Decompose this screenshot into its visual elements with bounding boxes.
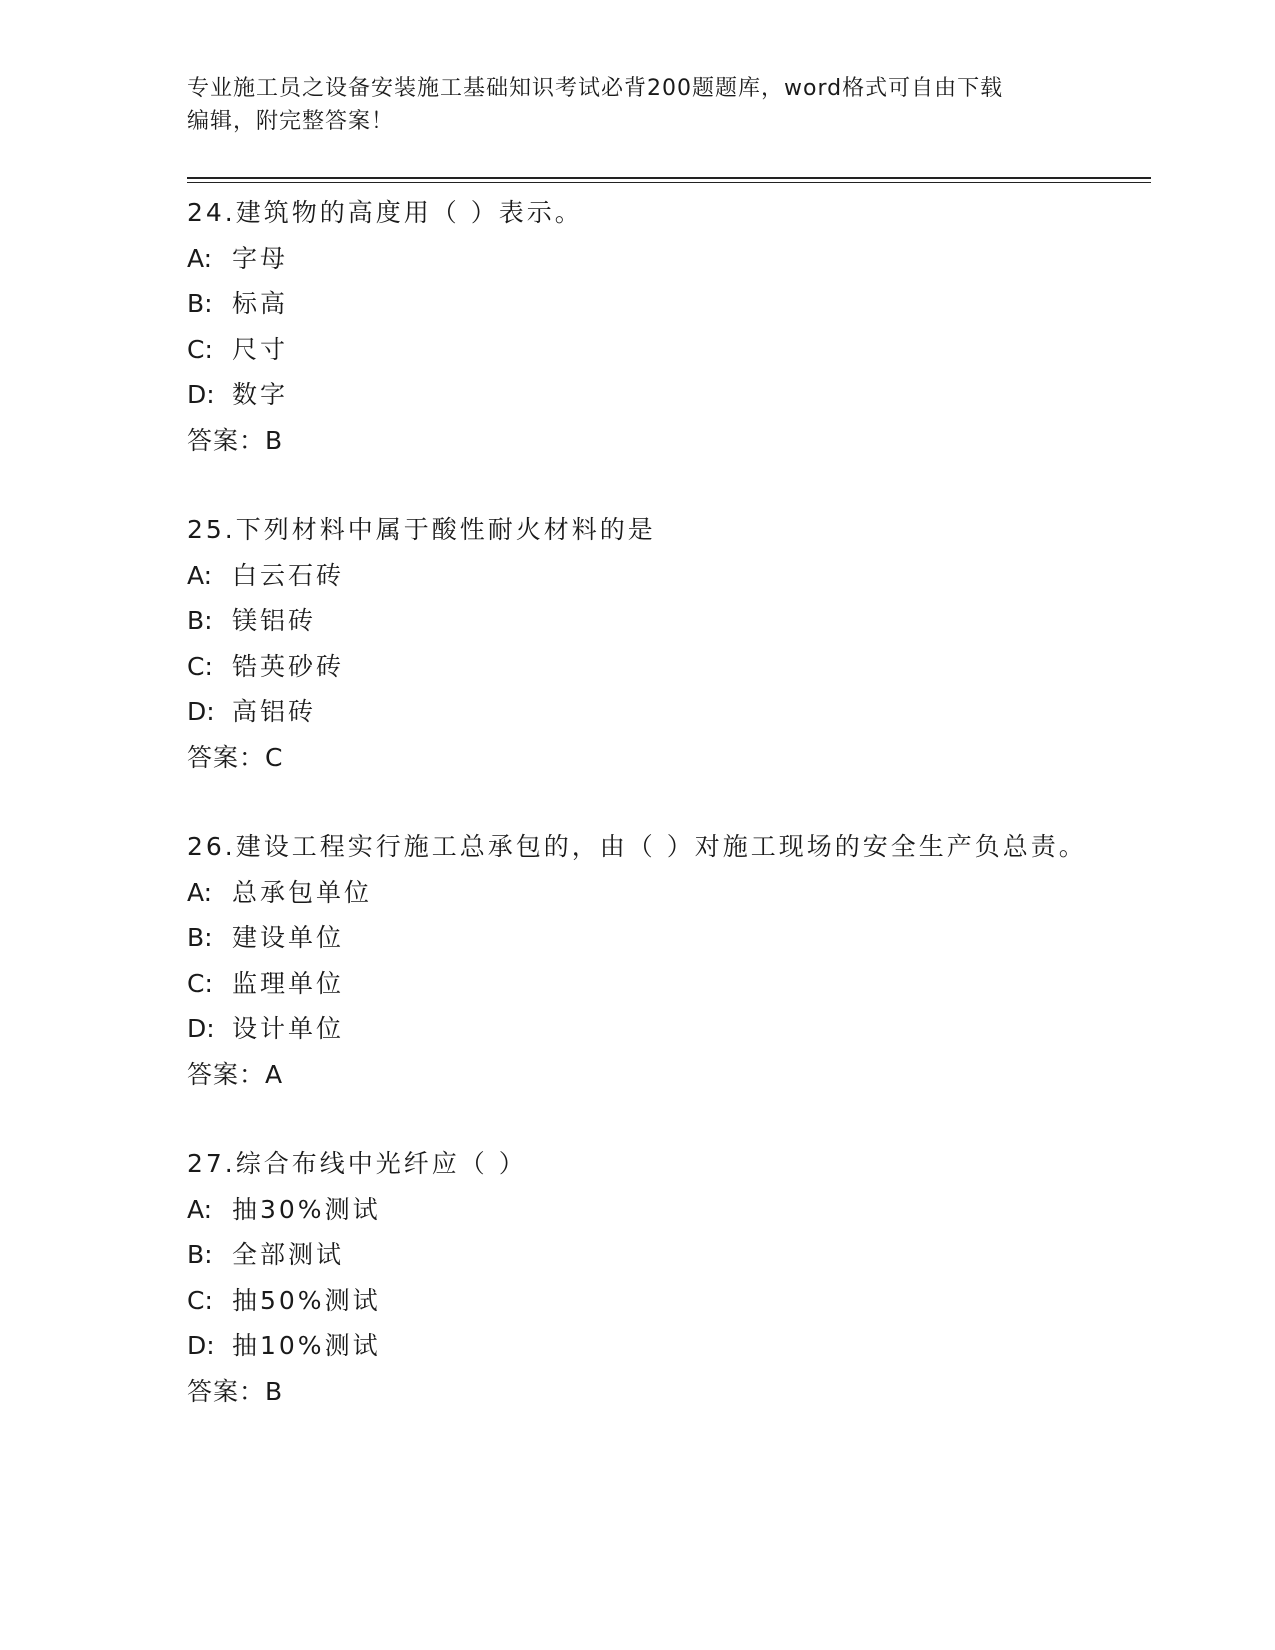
option-letter: C: (187, 651, 213, 681)
option-text: 数字 (232, 380, 289, 409)
option-letter: C: (187, 334, 213, 364)
option-d (187, 689, 1087, 735)
option-text: 高铝砖 (232, 697, 317, 726)
header-divider-thick (187, 177, 1151, 179)
answer-label: 答案：C (187, 742, 284, 772)
option-text: 白云石砖 (232, 560, 345, 590)
option-c (187, 327, 1087, 373)
question-stem: 24.建筑物的高度用（ ）表示。 (187, 198, 583, 227)
option-letter: A: (187, 560, 213, 590)
question-27 (187, 1141, 1087, 1414)
option-a (187, 1187, 1087, 1233)
option-b (187, 281, 1087, 327)
option-letter: D: (187, 1331, 215, 1360)
option-a (187, 236, 1087, 282)
option-a (187, 870, 1087, 916)
option-letter: B: (187, 1240, 213, 1269)
option-letter: C: (187, 1285, 213, 1315)
option-c (187, 961, 1087, 1007)
option-text: 全部测试 (232, 1240, 345, 1269)
option-d (187, 372, 1087, 418)
option-letter: A: (187, 1194, 213, 1224)
question-stem: 27.综合布线中光纤应（ ） (187, 1149, 527, 1178)
question-25 (187, 507, 1087, 780)
option-d (187, 1006, 1087, 1052)
option-text: 设计单位 (232, 1014, 345, 1043)
option-text: 监理单位 (232, 968, 345, 998)
option-b (187, 915, 1087, 961)
answer-label: 答案：A (187, 1059, 284, 1089)
question-24 (187, 190, 1087, 463)
option-letter: B: (187, 923, 213, 952)
option-text: 抽30%测试 (232, 1194, 381, 1224)
header-line-2: 编辑，附完整答案！ (187, 109, 395, 134)
option-letter: D: (187, 380, 215, 409)
question-stem: 26.建设工程实行施工总承包的，由（ ）对施工现场的安全生产负总责。 (187, 832, 1087, 861)
option-b (187, 598, 1087, 644)
option-d (187, 1323, 1087, 1369)
header-line-1: 专业施工员之设备安装施工基础知识考试必背200题题库，word格式可自由下载 (187, 76, 1004, 101)
question-stem: 25.下列材料中属于酸性耐火材料的是 (187, 515, 656, 544)
answer-label: 答案：B (187, 425, 284, 455)
option-text: 总承包单位 (232, 877, 373, 907)
option-text: 抽50%测试 (232, 1285, 381, 1315)
option-letter: D: (187, 1014, 215, 1043)
option-b (187, 1232, 1087, 1278)
option-letter: C: (187, 968, 213, 998)
option-letter: B: (187, 606, 213, 635)
option-text: 镁铝砖 (232, 606, 317, 635)
option-a (187, 553, 1087, 599)
option-letter: B: (187, 289, 213, 318)
option-text: 锆英砂砖 (232, 651, 345, 681)
option-letter: A: (187, 877, 213, 907)
option-c (187, 644, 1087, 690)
option-letter: D: (187, 697, 215, 726)
document-header (187, 72, 1067, 138)
option-text: 建设单位 (232, 923, 345, 952)
option-text: 标高 (232, 289, 289, 318)
question-list (187, 190, 1087, 1458)
question-26 (187, 824, 1087, 1097)
option-c (187, 1278, 1087, 1324)
option-letter: A: (187, 243, 213, 273)
answer-label: 答案：B (187, 1376, 284, 1406)
option-text: 尺寸 (232, 334, 289, 364)
option-text: 字母 (232, 243, 289, 273)
option-text: 抽10%测试 (232, 1331, 381, 1360)
header-divider-thin (187, 182, 1151, 183)
